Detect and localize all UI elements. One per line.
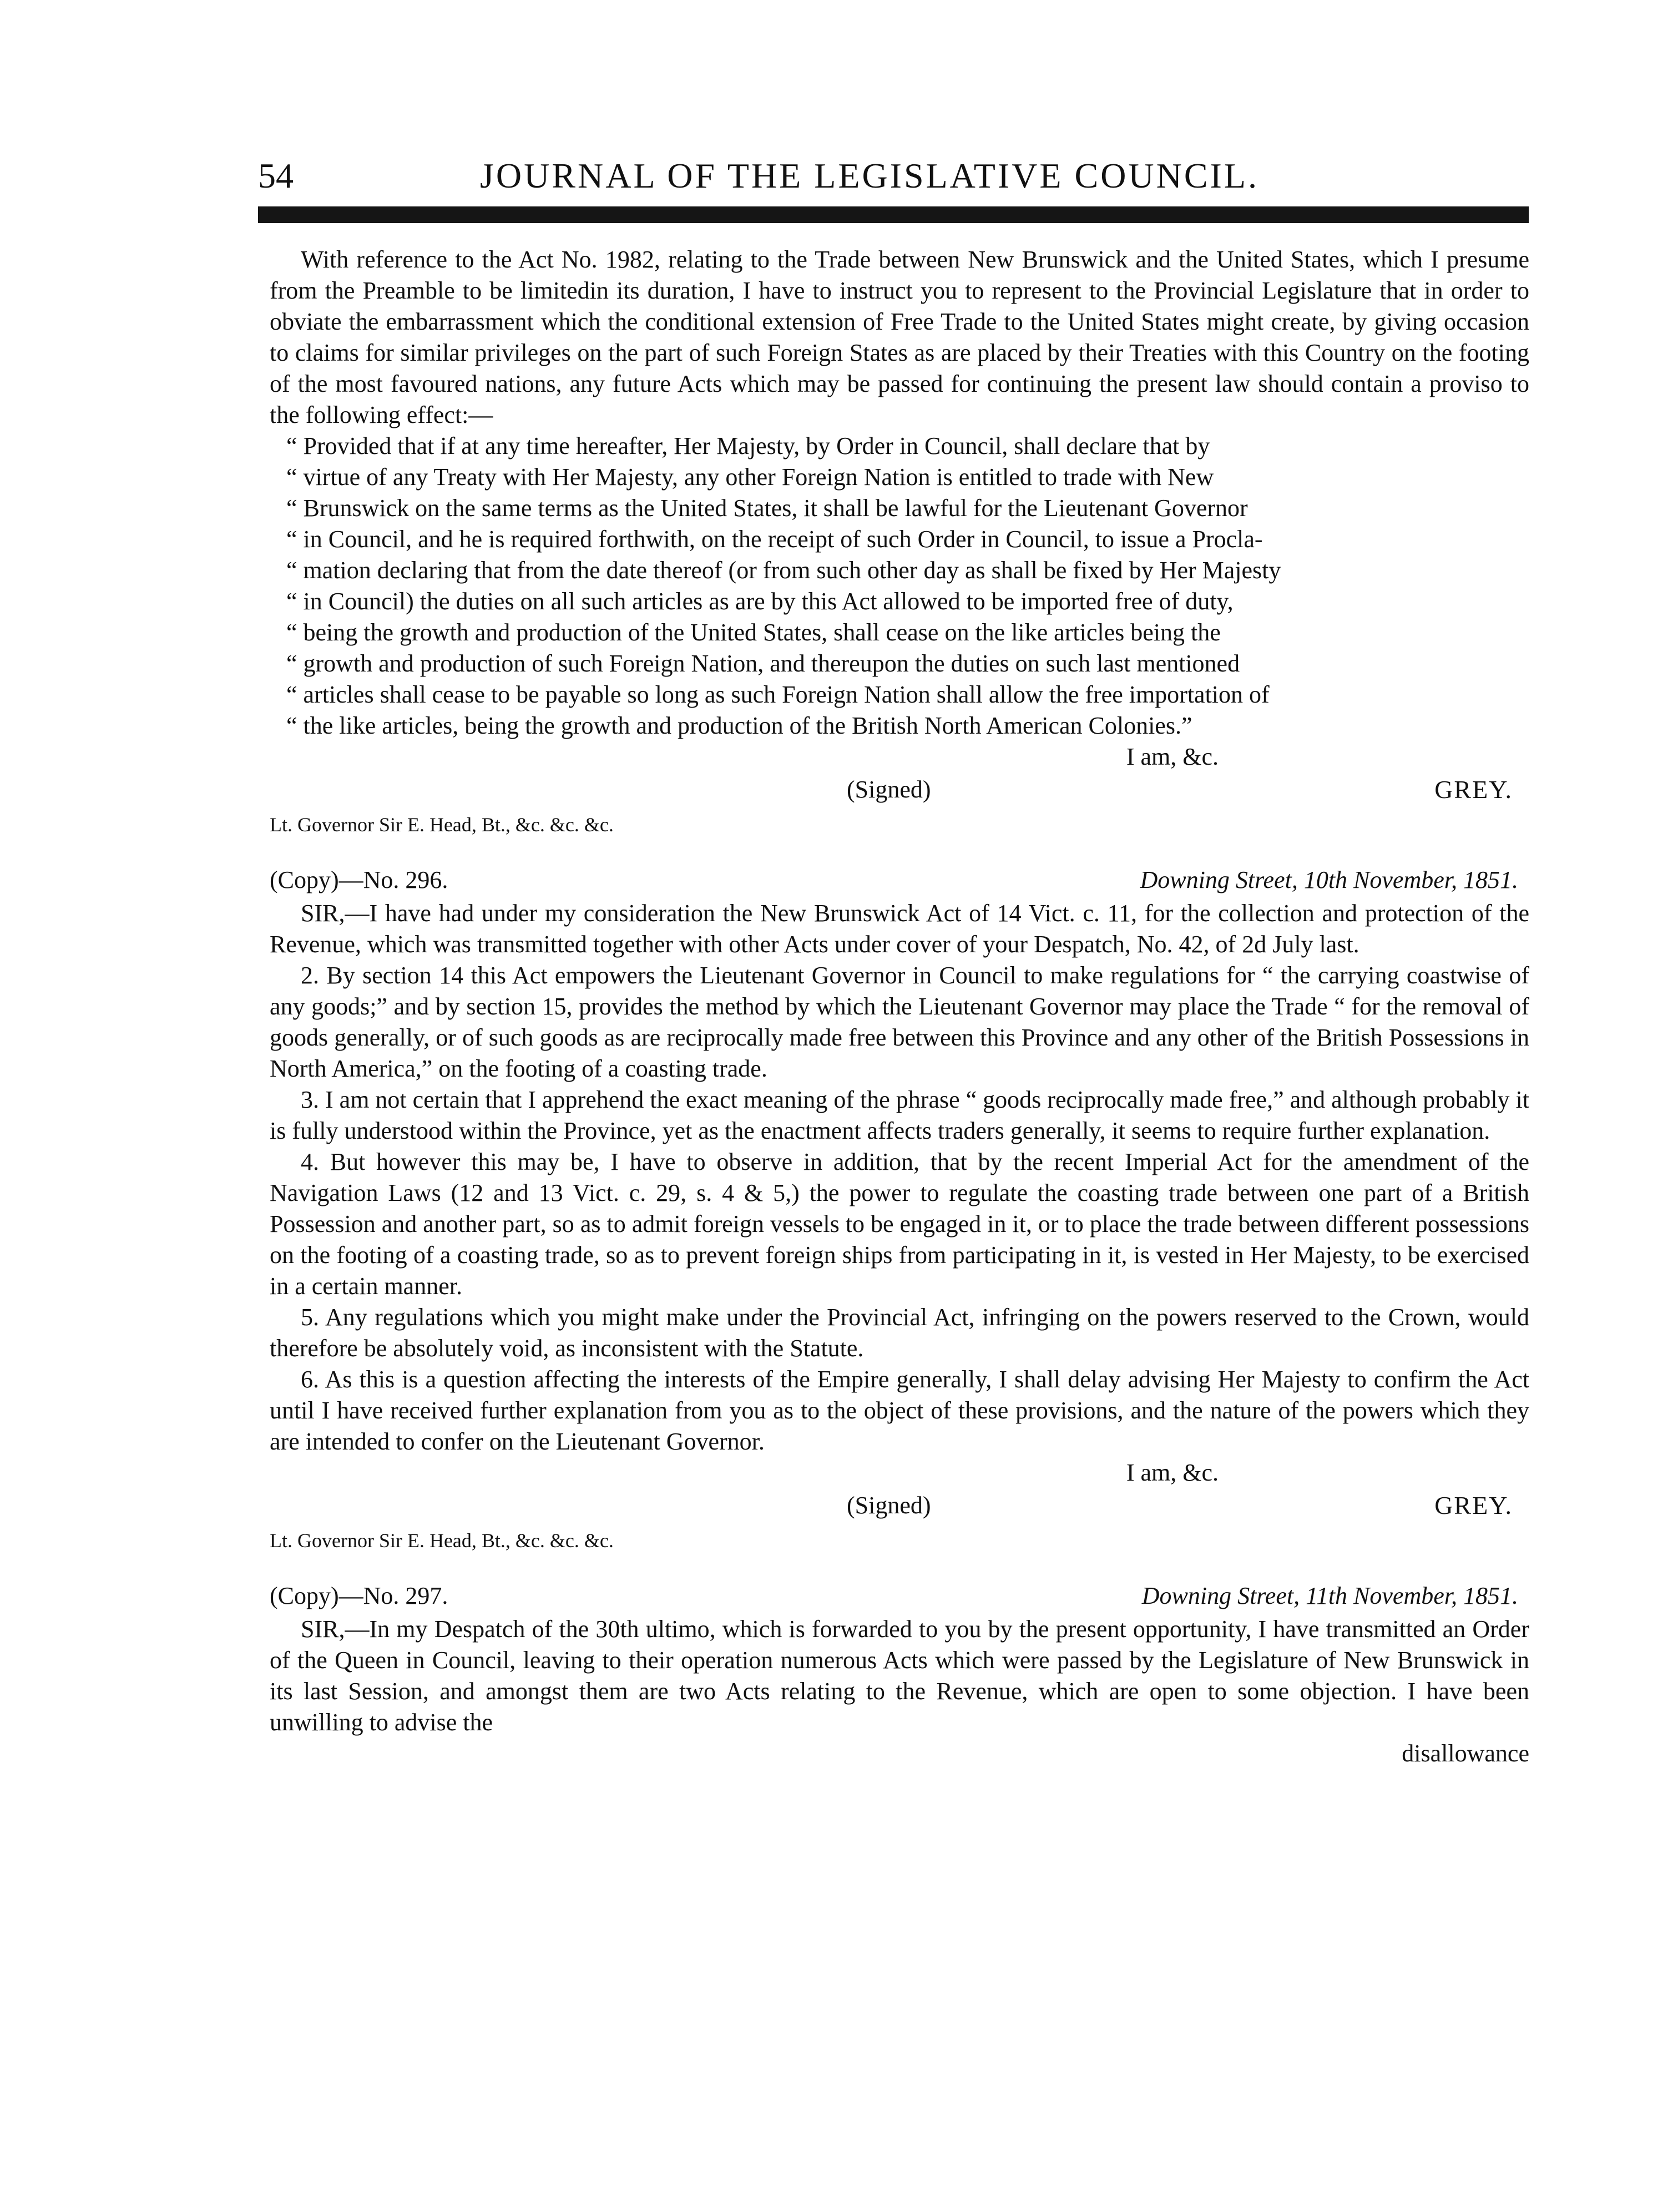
paragraph: 4. But however this may be, I have to observe in addition, that by the recent Imperial Act for the amendment of the Navigation Laws (12 and 13 Vict. c. 29, s. 4 & 5,) the power to regulate the coasting trade between one part of a British Possession and another part, so as to admit foreign vessels to be engaged in it, or to place the trade between different possessions on the footing of a coasting trade, so as to prevent foreign ships from participating in it, is vested in Her Majesty, to be exercised in a certain manner. — [270, 1148, 1529, 1300]
despatch-continued — [270, 244, 1529, 840]
quote-line: “ in Council, and he is required forthwith, on the receipt of such Order in Council, to issue a Procla- — [286, 526, 1263, 553]
quote-line: “ in Council) the duties on all such articles as are by this Act allowed to be imported free of duty, — [286, 588, 1234, 615]
paragraph: SIR,—In my Despatch of the 30th ultimo, which is forwarded to you by the present opportunity, I have transmitted an Order of the Queen in Council, leaving to their operation numerous Acts which were passed by the Legislature of New Brunswick in its last Session, and amongst them are two Acts relating to the Revenue, which are open to some objection. I have been unwilling to advise the — [270, 1615, 1529, 1736]
despatch-heading — [270, 1578, 1529, 1614]
despatch-number: (Copy)—No. 297. — [270, 1582, 448, 1609]
paragraph: 2. By section 14 this Act empowers the Lieutenant Governor in Council to make regulations for “ the carrying coastwise of any goods;” and by section 15, provides the method by which the Lieutenant Governor may place the Trade “ for the removal of goods generally, or of such goods as are reciprocally made free between this Province and any other of the British Possessions in North America,” on the footing of a coasting trade. — [270, 962, 1529, 1082]
page-number: 54 — [258, 156, 294, 195]
place-date: Downing Street, 11th November, 1851. — [1141, 1582, 1518, 1609]
closing: I am, &c. — [1126, 1459, 1219, 1486]
proviso-quote — [270, 431, 1529, 741]
paragraph: 5. Any regulations which you might make under the Provincial Act, infringing on the powers reserved to the Crown, would therefore be absolutely void, as inconsistent with the Statute. — [270, 1304, 1529, 1362]
signed-label: (Signed) — [847, 776, 931, 803]
signature: GREY. — [1434, 775, 1513, 804]
quote-line: “ being the growth and production of the United States, shall cease on the like articles being the — [286, 619, 1221, 646]
header-rule — [258, 206, 1529, 223]
page-body — [270, 244, 1529, 1769]
signature: GREY. — [1434, 1491, 1513, 1519]
quote-line: “ growth and production of such Foreign Nation, and thereupon the duties on such last mentioned — [286, 650, 1240, 677]
despatch-heading — [270, 862, 1529, 898]
despatch-296 — [270, 862, 1529, 1556]
signed-label: (Signed) — [847, 1492, 931, 1519]
page-header — [258, 145, 1529, 206]
signature-line — [270, 1488, 1529, 1523]
quote-line: “ mation declaring that from the date thereof (or from such other day as shall be fixed by Her Majesty — [286, 557, 1281, 584]
quote-line: “ virtue of any Treaty with Her Majesty, any other Foreign Nation is entitled to trade with New — [286, 463, 1214, 491]
running-title: JOURNAL OF THE LEGISLATIVE COUNCIL. — [480, 156, 1259, 195]
paragraph: With reference to the Act No. 1982, relating to the Trade between New Brunswick and the United States, which I presume from the Preamble to be limitedin its duration, I have to instruct you to represent to the Provincial Legislature that in order to obviate the embarrassment which the conditional extension of Free Trade to the United States might create, by giving occasion to claims for similar privileges on the part of such Foreign States as are placed by their Treaties with this Country on the footing of the most favoured nations, any future Acts which may be passed for continuing the present law should contain a proviso to the following effect:— — [270, 246, 1529, 428]
paragraph: SIR,—I have had under my consideration the New Brunswick Act of 14 Vict. c. 11, for the collection and protection of the Revenue, which was transmitted together with other Acts under cover of your Despatch, No. 42, of 2d July last. — [270, 900, 1529, 958]
quote-line: “ Provided that if at any time hereafter, Her Majesty, by Order in Council, shall declare that by — [286, 432, 1210, 459]
quote-line: “ Brunswick on the same terms as the United States, it shall be lawful for the Lieutenant Governor — [286, 494, 1248, 522]
quote-line: “ articles shall cease to be payable so long as such Foreign Nation shall allow the free importation of — [286, 681, 1270, 708]
paragraph: 3. I am not certain that I apprehend the exact meaning of the phrase “ goods reciprocally made free,” and although probably it is fully understood within the Province, yet as the enactment affects traders generally, it seems to require further explanation. — [270, 1086, 1529, 1144]
signature-line — [270, 772, 1529, 807]
quote-line: “ the like articles, being the growth and production of the British North American Colonies.” — [286, 712, 1192, 739]
addressee: Lt. Governor Sir E. Head, Bt., &c. &c. &c. — [270, 814, 614, 836]
catchword: disallowance — [1402, 1740, 1529, 1767]
despatch-number: (Copy)—No. 296. — [270, 866, 448, 893]
paragraph: 6. As this is a question affecting the interests of the Empire generally, I shall delay advising Her Majesty to confirm the Act until I have received further explanation from you as to the object of these provisions, and the nature of the powers which they are intended to confer on the Lieutenant Governor. — [270, 1366, 1529, 1455]
closing: I am, &c. — [1126, 743, 1219, 770]
despatch-297 — [270, 1578, 1529, 1769]
addressee: Lt. Governor Sir E. Head, Bt., &c. &c. &c. — [270, 1529, 614, 1552]
place-date: Downing Street, 10th November, 1851. — [1140, 866, 1518, 893]
